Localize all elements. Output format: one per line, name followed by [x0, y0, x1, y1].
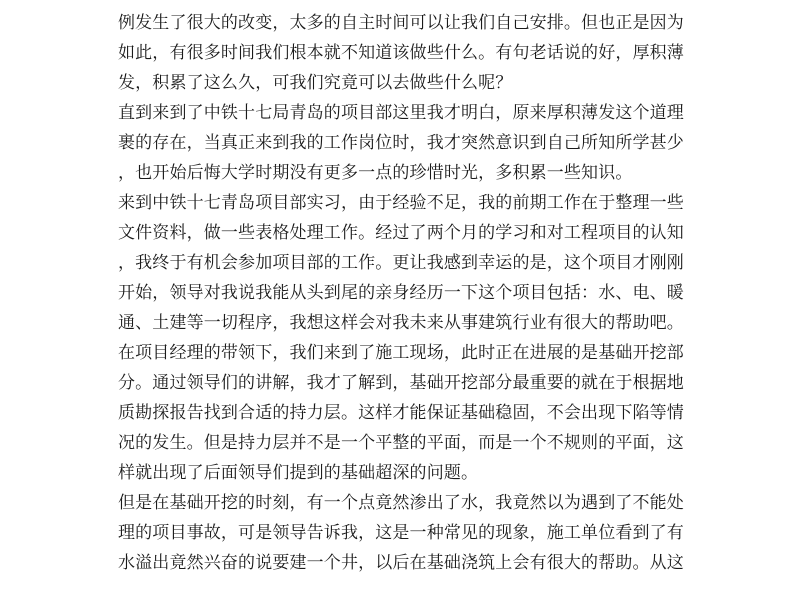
text-line-19: 水溢出竟然兴奋的说要建一个井，以后在基础浇筑上会有很大的帮助。从这	[118, 553, 684, 573]
text-line-17: 但是在基础开挖的时刻，有一个点竟然渗出了水，我竟然以为遇到了不能处	[118, 493, 684, 513]
text-line-18: 理的项目事故，可是领导告诉我，这是一种常见的现象，施工单位看到了有	[118, 523, 684, 543]
text-line-14: 质勘探报告找到合适的持力层。这样才能保证基础稳固，不会出现下陷等情	[118, 403, 684, 423]
text-line-8: 文件资料，做一些表格处理工作。经过了两个月的学习和对工程项目的认知	[118, 223, 684, 243]
text-line-15: 况的发生。但是持力层并不是一个平整的平面，而是一个不规则的平面，这	[118, 433, 684, 453]
text-line-7: 来到中铁十七青岛项目部实习，由于经验不足，我的前期工作在于整理一些	[118, 193, 684, 213]
text-line-13: 分。通过领导们的讲解，我才了解到，基础开挖部分最重要的就在于根据地	[118, 373, 684, 393]
text-line-4: 直到来到了中铁十七局青岛的项目部这里我才明白，原来厚积薄发这个道理	[118, 103, 684, 123]
text-line-16: 样就出现了后面领导们提到的基础超深的问题。	[118, 463, 479, 483]
text-line-10: 开始，领导对我说我能从头到尾的亲身经历一下这个项目包括：水、电、暖	[118, 283, 684, 303]
text-line-11: 通、土建等一切程序，我想这样会对我未来从事建筑行业有很大的帮助吧。	[118, 313, 684, 333]
text-line-12: 在项目经理的带领下，我们来到了施工现场，此时正在进展的是基础开挖部	[118, 343, 684, 363]
text-line-6: ，也开始后悔大学时期没有更多一点的珍惜时光，多积累一些知识。	[118, 163, 633, 183]
text-line-5: 裹的存在，当真正来到我的工作岗位时，我才突然意识到自己所知所学甚少	[118, 133, 684, 153]
text-line-9: ，我终于有机会参加项目部的工作。更让我感到幸运的是，这个项目才刚刚	[118, 253, 684, 273]
text-line-2: 如此，有很多时间我们根本就不知道该做些什么。有句老话说的好，厚积薄	[118, 43, 684, 63]
text-line-3: 发，积累了这么久，可我们究竟可以去做些什么呢？	[118, 73, 513, 93]
text-line-1: 例发生了很大的改变，太多的自主时间可以让我们自己安排。但也正是因为	[118, 13, 684, 33]
